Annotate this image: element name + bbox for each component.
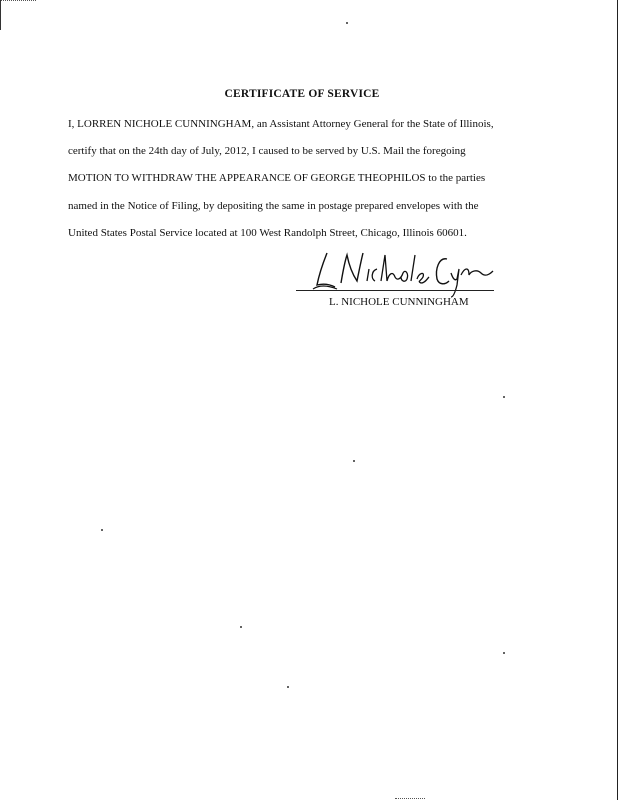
body-line-2: certify that on the 24th day of July, 2012, I caused to be served by U.S. Mail the foregoing bbox=[68, 145, 466, 157]
signature-line bbox=[296, 290, 494, 291]
scan-speck bbox=[353, 460, 355, 462]
scan-edge-bottom bbox=[395, 798, 425, 799]
scan-speck bbox=[287, 686, 289, 688]
scan-speck bbox=[346, 22, 348, 24]
handwritten-signature bbox=[305, 245, 500, 295]
body-line-4: named in the Notice of Filing, by depositing the same in postage prepared envelopes with the bbox=[68, 200, 479, 212]
body-line-3: MOTION TO WITHDRAW THE APPEARANCE OF GEORGE THEOPHILOS to the parties bbox=[68, 172, 486, 184]
signature-drawing bbox=[305, 245, 500, 300]
scan-speck bbox=[240, 626, 242, 628]
scan-speck bbox=[503, 396, 505, 398]
body-line-1: I, LORREN NICHOLE CUNNINGHAM, an Assistant Attorney General for the State of Illinois, bbox=[68, 118, 494, 130]
scan-speck bbox=[503, 652, 505, 654]
scan-edge-left bbox=[0, 0, 1, 30]
signer-name: L. NICHOLE CUNNINGHAM bbox=[329, 296, 469, 308]
scan-edge-mark bbox=[0, 0, 36, 3]
body-line-5: United States Postal Service located at 100 West Randolph Street, Chicago, Illinois 60601. bbox=[68, 227, 467, 239]
scan-edge-right bbox=[617, 0, 618, 800]
certificate-title: CERTIFICATE OF SERVICE bbox=[224, 88, 380, 100]
scan-speck bbox=[101, 529, 103, 531]
